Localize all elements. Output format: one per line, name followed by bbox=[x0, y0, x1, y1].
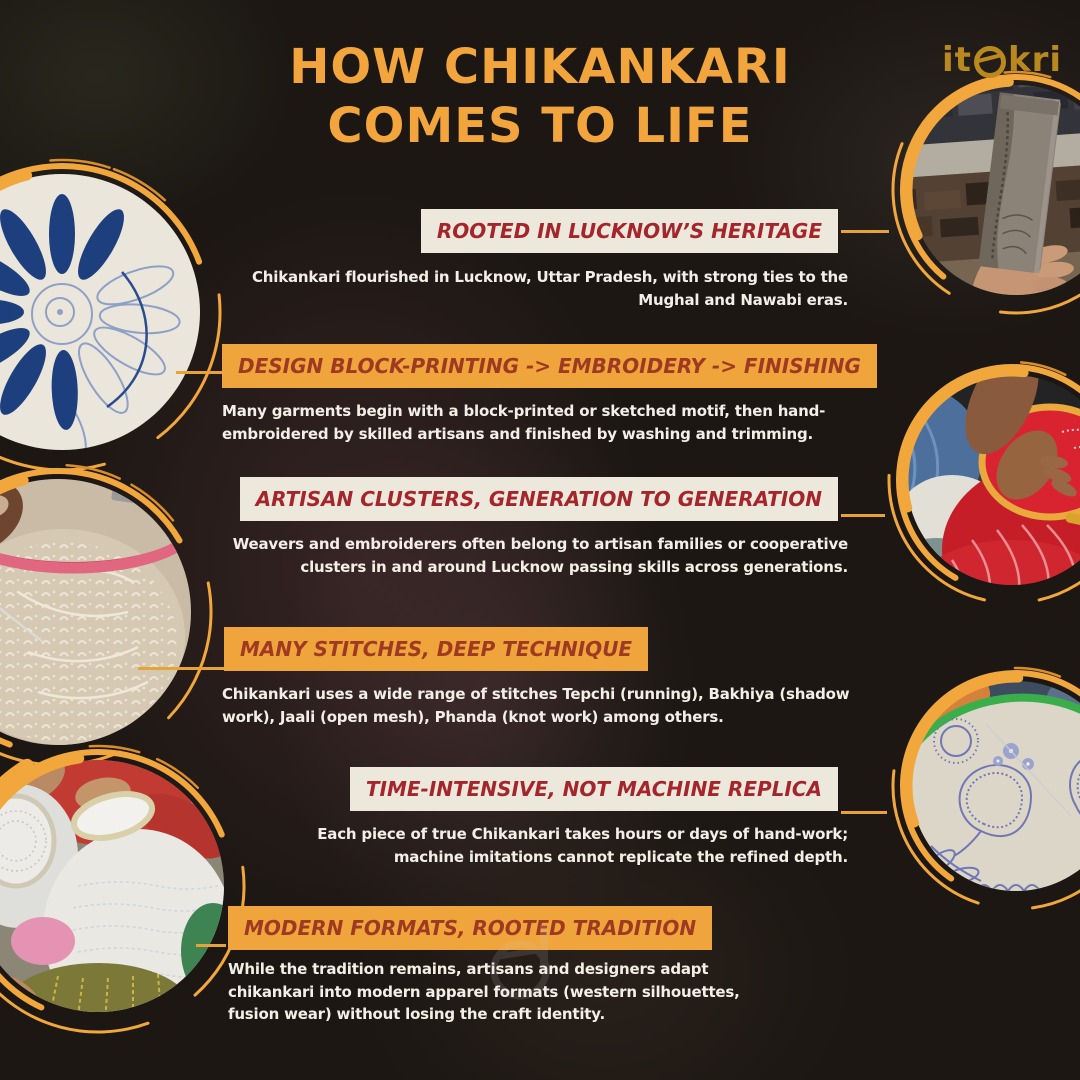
connector-line bbox=[841, 514, 885, 517]
itokri-logo bbox=[942, 40, 1062, 80]
page-title-line1: HOW CHIKANKARI bbox=[289, 39, 791, 95]
section-body-modern: While the tradition remains, artisans and designers adapt chikankari into modern apparel formats (western silhouettes, fusion wear) without losing the craft identity. bbox=[228, 960, 740, 1023]
blue-thread-embroidery-hoop-photo bbox=[0, 142, 232, 482]
section-header-time: TIME-INTENSIVE, NOT MACHINE REPLICA bbox=[350, 767, 838, 811]
connector-line bbox=[176, 371, 222, 374]
section-header-heritage: ROOTED IN LUCKNOW’S HERITAGE bbox=[421, 209, 838, 253]
paisley-hoop-green-rim-photo bbox=[866, 636, 1080, 936]
page-title bbox=[0, 38, 1080, 155]
logo-basket-o-icon bbox=[974, 46, 1006, 78]
connector-line bbox=[841, 230, 889, 233]
faint-watermark-icon bbox=[480, 915, 560, 1015]
page-title-line2: COMES TO LIFE bbox=[327, 97, 753, 154]
connector-line bbox=[196, 944, 226, 947]
section-header-clusters: ARTISAN CLUSTERS, GENERATION TO GENERATION bbox=[240, 477, 838, 521]
section-body-stitches: Chikankari uses a wide range of stitches Tepchi (running), Bakhiya (shadow work), Jaali (open mesh), Phanda (knot work) among others. bbox=[222, 685, 850, 726]
connector-line bbox=[841, 811, 887, 814]
logo-text-suffix: kri bbox=[1007, 40, 1062, 80]
section-body-process: Many garments begin with a block-printed or sketched motif, then hand-embroidered by skilled artisans and finished by washing and trimming. bbox=[222, 402, 826, 443]
logo-text-prefix: it bbox=[942, 40, 972, 80]
connector-line bbox=[138, 667, 224, 670]
section-header-process: DESIGN BLOCK-PRINTING -> EMBROIDERY -> FINISHING bbox=[222, 344, 877, 388]
section-body-clusters: Weavers and embroiderers often belong to artisan families or cooperative clusters in and around Lucknow passing skills across generations. bbox=[232, 535, 848, 576]
section-header-modern: MODERN FORMATS, ROOTED TRADITION bbox=[228, 906, 712, 950]
section-body-heritage: Chikankari flourished in Lucknow, Uttar Pradesh, with strong ties to the Mughal and Nawabi eras. bbox=[251, 268, 848, 309]
artisan-embroidering-red-fabric-photo bbox=[862, 330, 1080, 630]
section-body-time: Each piece of true Chikankari takes hours or days of hand-work; machine imitations cannot replicate the refined depth. bbox=[317, 825, 848, 866]
section-header-stitches: MANY STITCHES, DEEP TECHNIQUE bbox=[224, 627, 648, 671]
